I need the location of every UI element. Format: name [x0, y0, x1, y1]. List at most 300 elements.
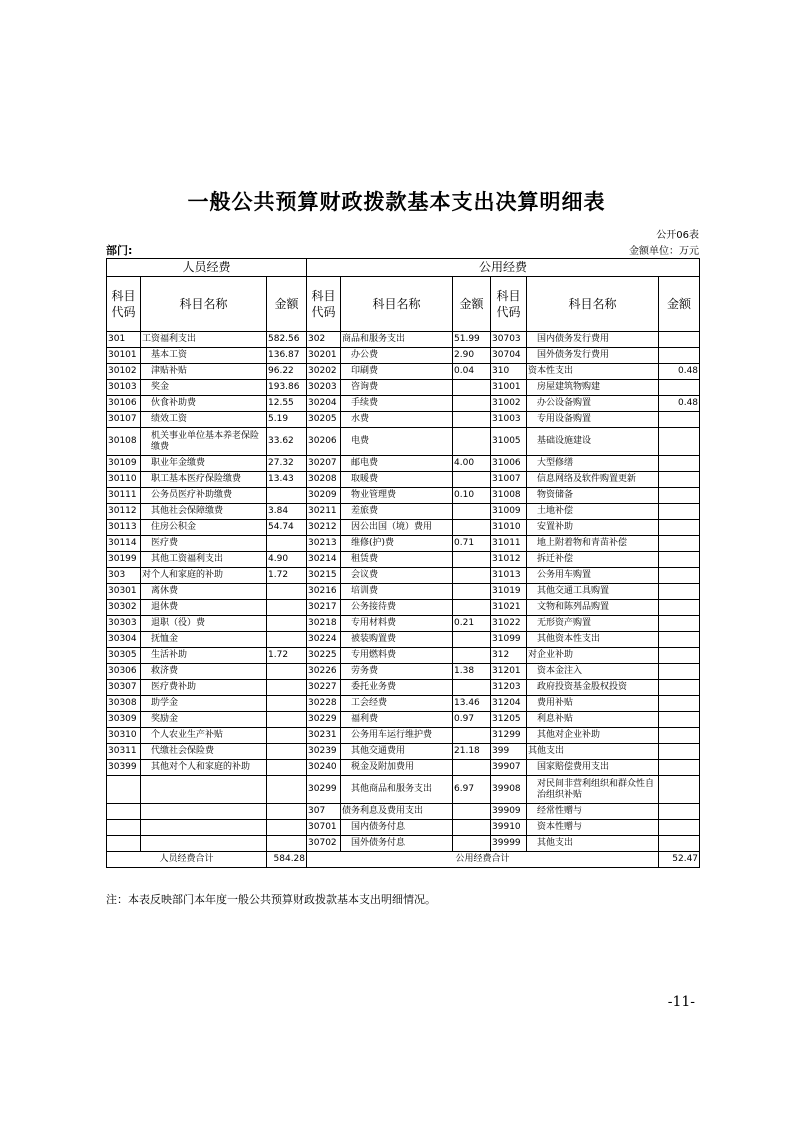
table-row — [107, 364, 700, 380]
cell-name: 商品和服务支出 — [341, 332, 453, 348]
cell-name: 费用补贴 — [527, 696, 659, 712]
cell-name: 奖金 — [141, 380, 267, 396]
cell-code: 30224 — [307, 632, 341, 648]
cell-name: 住房公积金 — [141, 520, 267, 536]
cell-code: 312 — [491, 648, 527, 664]
cell-amount — [659, 412, 700, 428]
cell-amount — [453, 504, 491, 520]
cell-code: 30214 — [307, 552, 341, 568]
cell-amount — [267, 776, 307, 804]
cell-name: 政府投资基金股权投资 — [527, 680, 659, 696]
cell-name: 专用燃料费 — [341, 648, 453, 664]
cell-name: 房屋建筑物购建 — [527, 380, 659, 396]
cell-amount — [267, 836, 307, 852]
table-row — [107, 820, 700, 836]
section-personnel: 人员经费 — [107, 259, 307, 277]
cell-name: 国内债务发行费用 — [527, 332, 659, 348]
cell-name: 税金及附加费用 — [341, 760, 453, 776]
cell-name: 差旅费 — [341, 504, 453, 520]
table-row — [107, 664, 700, 680]
cell-code: 30106 — [107, 396, 141, 412]
cell-code: 30702 — [307, 836, 341, 852]
cell-name: 其他支出 — [527, 744, 659, 760]
cell-name: 福利费 — [341, 712, 453, 728]
cell-name: 职业年金缴费 — [141, 456, 267, 472]
cell-amount — [267, 712, 307, 728]
cell-amount: 4.90 — [267, 552, 307, 568]
cell-name: 救济费 — [141, 664, 267, 680]
cell-name: 其他商品和服务支出 — [341, 776, 453, 804]
cell-name: 手续费 — [341, 396, 453, 412]
cell-name: 生活补助 — [141, 648, 267, 664]
cell-code: 31019 — [491, 584, 527, 600]
cell-name: 会议费 — [341, 568, 453, 584]
cell-code: 303 — [107, 568, 141, 584]
cell-code: 30704 — [491, 348, 527, 364]
cell-name: 退职（役）费 — [141, 616, 267, 632]
header-name: 科目名称 — [341, 277, 453, 332]
cell-code: 30110 — [107, 472, 141, 488]
cell-name: 其他对企业补助 — [527, 728, 659, 744]
cell-code: 31007 — [491, 472, 527, 488]
cell-amount — [267, 584, 307, 600]
cell-name: 其他对个人和家庭的补助 — [141, 760, 267, 776]
cell-code: 30218 — [307, 616, 341, 632]
cell-name: 资本性支出 — [527, 364, 659, 380]
cell-amount — [267, 680, 307, 696]
header-amount: 金额 — [453, 277, 491, 332]
header-code: 科目代码 — [307, 277, 341, 332]
table-row — [107, 348, 700, 364]
section-public: 公用经费 — [307, 259, 700, 277]
cell-amount — [267, 760, 307, 776]
cell-amount: 193.86 — [267, 380, 307, 396]
cell-name: 文物和陈列品购置 — [527, 600, 659, 616]
cell-code: 30302 — [107, 600, 141, 616]
cell-name: 公务用车购置 — [527, 568, 659, 584]
cell-amount: 0.48 — [659, 396, 700, 412]
cell-code: 31021 — [491, 600, 527, 616]
cell-amount — [659, 836, 700, 852]
cell-name: 其他资本性支出 — [527, 632, 659, 648]
cell-code: 30208 — [307, 472, 341, 488]
cell-name — [141, 836, 267, 852]
cell-code: 30202 — [307, 364, 341, 380]
table-row — [107, 488, 700, 504]
cell-code: 30311 — [107, 744, 141, 760]
cell-code: 30216 — [307, 584, 341, 600]
cell-amount — [453, 568, 491, 584]
cell-code: 39999 — [491, 836, 527, 852]
cell-code: 30201 — [307, 348, 341, 364]
cell-code: 30111 — [107, 488, 141, 504]
table-row — [107, 616, 700, 632]
cell-amount — [659, 348, 700, 364]
cell-code: 30209 — [307, 488, 341, 504]
cell-code: 30103 — [107, 380, 141, 396]
cell-name: 租赁费 — [341, 552, 453, 568]
cell-amount — [453, 804, 491, 820]
cell-amount — [267, 744, 307, 760]
cell-code: 31204 — [491, 696, 527, 712]
cell-name: 其他支出 — [527, 836, 659, 852]
cell-name: 无形资产购置 — [527, 616, 659, 632]
cell-code: 30215 — [307, 568, 341, 584]
cell-name: 奖励金 — [141, 712, 267, 728]
cell-code: 30213 — [307, 536, 341, 552]
cell-amount — [453, 600, 491, 616]
cell-name: 助学金 — [141, 696, 267, 712]
cell-name: 委托业务费 — [341, 680, 453, 696]
cell-name: 医疗费 — [141, 536, 267, 552]
cell-amount — [659, 728, 700, 744]
cell-name: 印刷费 — [341, 364, 453, 380]
table-row — [107, 472, 700, 488]
cell-code: 31022 — [491, 616, 527, 632]
cell-amount: 27.32 — [267, 456, 307, 472]
cell-amount: 0.21 — [453, 616, 491, 632]
cell-amount — [267, 488, 307, 504]
cell-code: 31005 — [491, 428, 527, 456]
cell-code: 301 — [107, 332, 141, 348]
cell-name: 专用材料费 — [341, 616, 453, 632]
cell-name: 电费 — [341, 428, 453, 456]
cell-code: 39907 — [491, 760, 527, 776]
cell-name: 水费 — [341, 412, 453, 428]
cell-amount: 0.97 — [453, 712, 491, 728]
cell-code: 31003 — [491, 412, 527, 428]
cell-amount — [453, 680, 491, 696]
cell-amount — [453, 728, 491, 744]
cell-name: 专用设备购置 — [527, 412, 659, 428]
cell-amount — [659, 760, 700, 776]
cell-code: 30703 — [491, 332, 527, 348]
cell-name: 其他社会保障缴费 — [141, 504, 267, 520]
table-row — [107, 456, 700, 472]
cell-amount — [659, 428, 700, 456]
cell-name: 信息网络及软件购置更新 — [527, 472, 659, 488]
cell-code: 31010 — [491, 520, 527, 536]
cell-code: 31008 — [491, 488, 527, 504]
cell-amount — [659, 744, 700, 760]
cell-name: 对民间非营利组织和群众性自治组织补贴 — [527, 776, 659, 804]
table-row — [107, 412, 700, 428]
personnel-total-value: 584.28 — [267, 852, 307, 868]
cell-name — [141, 804, 267, 820]
cell-name: 职工基本医疗保险缴费 — [141, 472, 267, 488]
cell-code: 30199 — [107, 552, 141, 568]
cell-amount — [659, 332, 700, 348]
cell-code: 30308 — [107, 696, 141, 712]
cell-amount — [659, 632, 700, 648]
form-number: 公开06表 — [656, 230, 699, 241]
cell-amount — [659, 488, 700, 504]
cell-code: 31009 — [491, 504, 527, 520]
cell-code: 30206 — [307, 428, 341, 456]
cell-code: 31203 — [491, 680, 527, 696]
cell-name: 对企业补助 — [527, 648, 659, 664]
table-row — [107, 520, 700, 536]
header-name: 科目名称 — [527, 277, 659, 332]
cell-name: 被装购置费 — [341, 632, 453, 648]
table-row — [107, 504, 700, 520]
table-row — [107, 428, 700, 456]
table-row — [107, 396, 700, 412]
cell-name: 津贴补贴 — [141, 364, 267, 380]
cell-name: 基本工资 — [141, 348, 267, 364]
cell-code — [107, 820, 141, 836]
cell-code: 399 — [491, 744, 527, 760]
cell-code: 39910 — [491, 820, 527, 836]
public-total-label: 公用经费合计 — [307, 852, 659, 868]
cell-name: 经常性赠与 — [527, 804, 659, 820]
cell-amount — [267, 616, 307, 632]
cell-amount — [659, 552, 700, 568]
cell-name: 国外债务付息 — [341, 836, 453, 852]
cell-code: 30212 — [307, 520, 341, 536]
cell-code: 30231 — [307, 728, 341, 744]
cell-code: 30228 — [307, 696, 341, 712]
cell-amount — [659, 600, 700, 616]
cell-name: 劳务费 — [341, 664, 453, 680]
cell-code: 31099 — [491, 632, 527, 648]
cell-code: 30112 — [107, 504, 141, 520]
cell-amount: 0.10 — [453, 488, 491, 504]
cell-amount: 136.87 — [267, 348, 307, 364]
cell-name: 公务员医疗补助缴费 — [141, 488, 267, 504]
table-row — [107, 728, 700, 744]
cell-amount — [659, 380, 700, 396]
table-row — [107, 776, 700, 804]
table-row — [107, 648, 700, 664]
cell-name: 公务接待费 — [341, 600, 453, 616]
cell-code: 30299 — [307, 776, 341, 804]
cell-code: 302 — [307, 332, 341, 348]
expenditure-table — [106, 258, 700, 868]
cell-amount — [659, 536, 700, 552]
cell-code — [107, 836, 141, 852]
cell-code: 30301 — [107, 584, 141, 600]
cell-code: 30303 — [107, 616, 141, 632]
cell-code: 31012 — [491, 552, 527, 568]
cell-amount — [659, 820, 700, 836]
cell-amount — [453, 428, 491, 456]
cell-amount — [267, 600, 307, 616]
cell-code: 30239 — [307, 744, 341, 760]
cell-name: 物资储备 — [527, 488, 659, 504]
page-title: 一般公共预算财政拨款基本支出决算明细表 — [187, 190, 606, 214]
cell-code: 30306 — [107, 664, 141, 680]
table-row — [107, 760, 700, 776]
cell-code: 31201 — [491, 664, 527, 680]
cell-name: 地上附着物和青苗补偿 — [527, 536, 659, 552]
cell-amount — [453, 520, 491, 536]
cell-amount — [659, 664, 700, 680]
cell-amount: 1.72 — [267, 648, 307, 664]
cell-name: 资本性赠与 — [527, 820, 659, 836]
cell-amount — [659, 520, 700, 536]
cell-amount — [659, 804, 700, 820]
cell-amount — [659, 504, 700, 520]
cell-name: 抚恤金 — [141, 632, 267, 648]
cell-name: 公务用车运行维护费 — [341, 728, 453, 744]
cell-amount: 13.46 — [453, 696, 491, 712]
cell-code: 30226 — [307, 664, 341, 680]
cell-amount — [267, 728, 307, 744]
cell-amount — [659, 680, 700, 696]
cell-name: 离休费 — [141, 584, 267, 600]
cell-name: 国外债务发行费用 — [527, 348, 659, 364]
cell-name: 其他交通费用 — [341, 744, 453, 760]
cell-code: 30701 — [307, 820, 341, 836]
cell-amount — [453, 760, 491, 776]
cell-code: 39909 — [491, 804, 527, 820]
cell-amount — [453, 648, 491, 664]
cell-amount — [267, 536, 307, 552]
cell-name: 工资福利支出 — [141, 332, 267, 348]
cell-name: 土地补偿 — [527, 504, 659, 520]
cell-code — [107, 804, 141, 820]
cell-name: 医疗费补助 — [141, 680, 267, 696]
cell-name: 绩效工资 — [141, 412, 267, 428]
cell-amount — [659, 456, 700, 472]
cell-name: 取暖费 — [341, 472, 453, 488]
cell-name: 机关事业单位基本养老保险缴费 — [141, 428, 267, 456]
cell-name: 伙食补助费 — [141, 396, 267, 412]
cell-code: 31013 — [491, 568, 527, 584]
cell-name — [141, 820, 267, 836]
table-row — [107, 380, 700, 396]
cell-amount: 54.74 — [267, 520, 307, 536]
cell-code: 30107 — [107, 412, 141, 428]
cell-amount: 12.55 — [267, 396, 307, 412]
header-code: 科目代码 — [107, 277, 141, 332]
cell-name: 拆迁补偿 — [527, 552, 659, 568]
cell-amount — [659, 776, 700, 804]
table-row — [107, 332, 700, 348]
cell-code: 30114 — [107, 536, 141, 552]
cell-amount — [453, 584, 491, 600]
cell-amount: 1.38 — [453, 664, 491, 680]
cell-name: 利息补贴 — [527, 712, 659, 728]
cell-code: 31006 — [491, 456, 527, 472]
cell-code: 30225 — [307, 648, 341, 664]
cell-amount — [453, 396, 491, 412]
cell-amount: 21.18 — [453, 744, 491, 760]
table-row — [107, 584, 700, 600]
cell-code: 307 — [307, 804, 341, 820]
cell-code: 30227 — [307, 680, 341, 696]
cell-amount — [267, 696, 307, 712]
cell-name: 培训费 — [341, 584, 453, 600]
cell-amount: 0.71 — [453, 536, 491, 552]
cell-code: 310 — [491, 364, 527, 380]
cell-name: 因公出国（境）费用 — [341, 520, 453, 536]
cell-amount: 96.22 — [267, 364, 307, 380]
cell-amount: 582.56 — [267, 332, 307, 348]
cell-code: 31001 — [491, 380, 527, 396]
cell-name: 大型修缮 — [527, 456, 659, 472]
cell-amount: 0.04 — [453, 364, 491, 380]
cell-name: 国家赔偿费用支出 — [527, 760, 659, 776]
cell-amount: 4.00 — [453, 456, 491, 472]
cell-amount — [267, 664, 307, 680]
cell-amount — [659, 648, 700, 664]
cell-name: 维修(护)费 — [341, 536, 453, 552]
cell-code: 30211 — [307, 504, 341, 520]
cell-amount: 3.84 — [267, 504, 307, 520]
table-row — [107, 836, 700, 852]
cell-code: 30204 — [307, 396, 341, 412]
table-row — [107, 696, 700, 712]
header-code: 科目代码 — [491, 277, 527, 332]
table-row — [107, 552, 700, 568]
cell-amount — [267, 804, 307, 820]
header-amount: 金额 — [267, 277, 307, 332]
cell-code: 30109 — [107, 456, 141, 472]
cell-amount: 13.43 — [267, 472, 307, 488]
cell-amount — [453, 412, 491, 428]
cell-code: 30102 — [107, 364, 141, 380]
cell-code: 31299 — [491, 728, 527, 744]
cell-name — [141, 776, 267, 804]
cell-name: 其他工资福利支出 — [141, 552, 267, 568]
public-total-value: 52.47 — [659, 852, 700, 868]
cell-code: 30217 — [307, 600, 341, 616]
cell-amount: 1.72 — [267, 568, 307, 584]
cell-amount — [659, 712, 700, 728]
cell-name: 个人农业生产补贴 — [141, 728, 267, 744]
cell-amount — [453, 552, 491, 568]
cell-amount: 51.99 — [453, 332, 491, 348]
cell-amount: 0.48 — [659, 364, 700, 380]
cell-code: 30207 — [307, 456, 341, 472]
cell-amount: 5.19 — [267, 412, 307, 428]
cell-amount — [659, 472, 700, 488]
cell-name: 资本金注入 — [527, 664, 659, 680]
header-amount: 金额 — [659, 277, 700, 332]
cell-code: 30310 — [107, 728, 141, 744]
cell-name: 物业管理费 — [341, 488, 453, 504]
cell-amount — [659, 616, 700, 632]
cell-code: 30399 — [107, 760, 141, 776]
table-row — [107, 744, 700, 760]
cell-name: 办公费 — [341, 348, 453, 364]
table-row — [107, 680, 700, 696]
cell-code: 30113 — [107, 520, 141, 536]
table-row — [107, 712, 700, 728]
table-row — [107, 568, 700, 584]
cell-code: 30309 — [107, 712, 141, 728]
table-row — [107, 536, 700, 552]
cell-code: 30203 — [307, 380, 341, 396]
cell-amount: 2.90 — [453, 348, 491, 364]
cell-amount — [453, 380, 491, 396]
cell-amount: 6.97 — [453, 776, 491, 804]
unit-label: 金额单位：万元 — [629, 246, 699, 257]
cell-amount — [453, 632, 491, 648]
cell-amount — [267, 820, 307, 836]
cell-code: 31002 — [491, 396, 527, 412]
cell-amount — [453, 472, 491, 488]
cell-name: 咨询费 — [341, 380, 453, 396]
cell-name: 退休费 — [141, 600, 267, 616]
cell-amount — [659, 696, 700, 712]
cell-name: 国内债务付息 — [341, 820, 453, 836]
cell-name: 对个人和家庭的补助 — [141, 568, 267, 584]
cell-code: 30304 — [107, 632, 141, 648]
header-name: 科目名称 — [141, 277, 267, 332]
